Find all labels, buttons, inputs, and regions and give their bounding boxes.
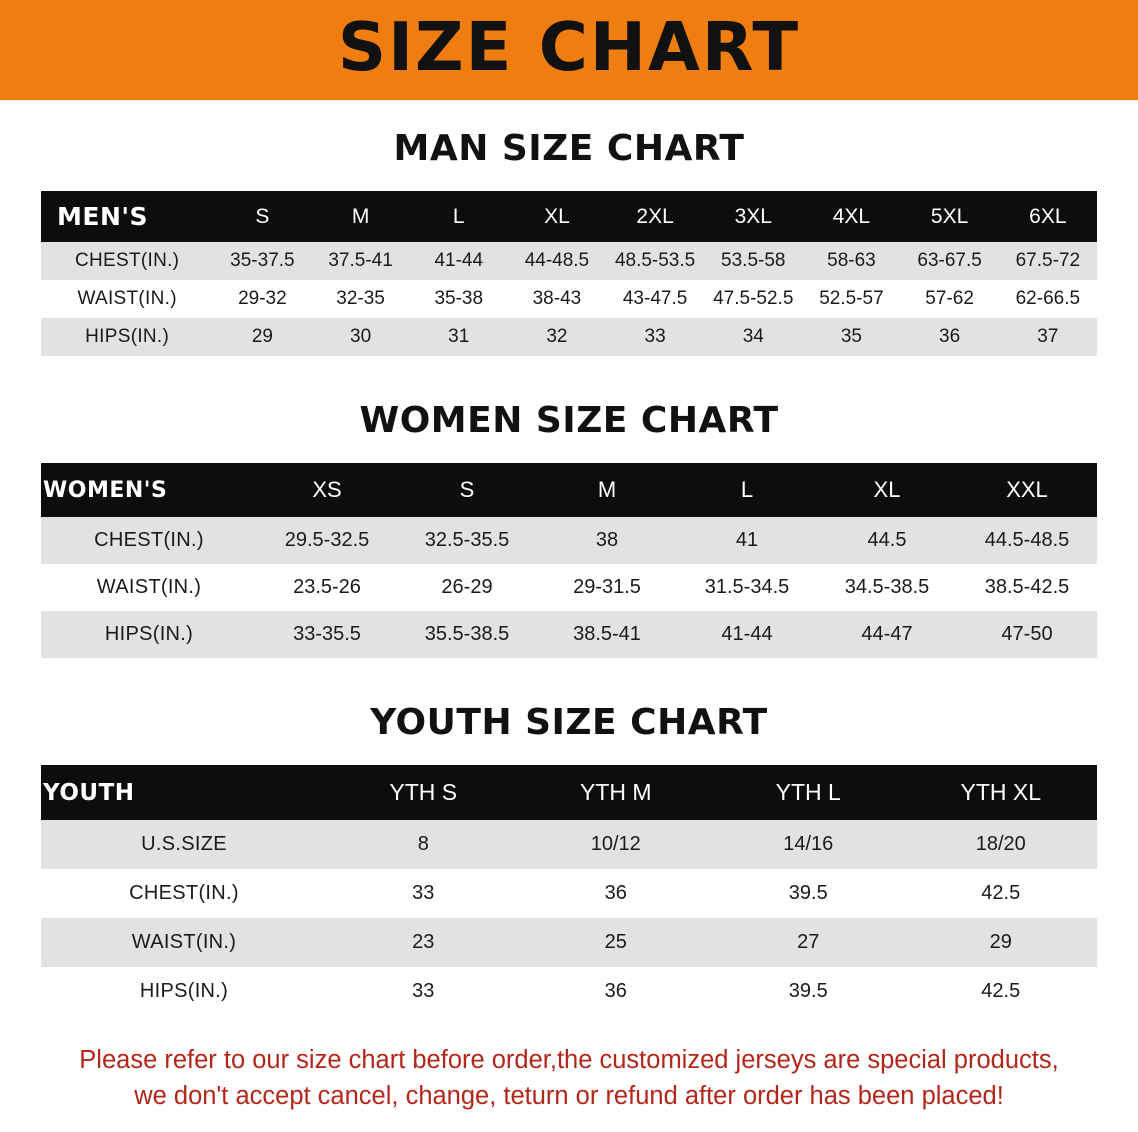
youth-col-header: YTH L [775, 779, 841, 805]
cell: 26-29 [397, 564, 537, 611]
cell: 29-32 [213, 280, 311, 318]
row-label: WAIST(IN.) [41, 918, 327, 967]
table-header-row [41, 765, 1097, 820]
row-label: CHEST(IN.) [41, 517, 257, 564]
disclaimer-line-2: we don't accept cancel, change, teturn or refund after order has been placed! [134, 1082, 1004, 1111]
cell: 67.5-72 [999, 242, 1097, 280]
man-col-header: XL [544, 204, 570, 228]
cell: 53.5-58 [704, 242, 802, 280]
cell: 27 [712, 918, 905, 967]
cell: 29 [905, 918, 1098, 967]
row-label: CHEST(IN.) [41, 242, 213, 280]
row-label: U.S.SIZE [41, 820, 327, 869]
row-label: HIPS(IN.) [41, 967, 327, 1016]
cell: 31.5-34.5 [677, 564, 817, 611]
man-col-header: S [255, 204, 270, 228]
disclaimer-line-1: Please refer to our size chart before order,the customized jerseys are special products, [79, 1046, 1059, 1074]
cell: 38.5-42.5 [957, 564, 1097, 611]
table-row [41, 564, 1097, 611]
women-col-header: L [740, 477, 754, 502]
cell: 14/16 [712, 820, 905, 869]
cell: 39.5 [712, 869, 905, 918]
cell: 29 [213, 318, 311, 356]
cell: 57-62 [901, 280, 999, 318]
cell: 25 [520, 918, 713, 967]
cell: 32-35 [311, 280, 409, 318]
cell: 36 [520, 869, 713, 918]
cell: 42.5 [905, 869, 1098, 918]
cell: 44.5-48.5 [957, 517, 1097, 564]
cell: 62-66.5 [999, 280, 1097, 318]
cell: 39.5 [712, 967, 905, 1016]
row-label: WAIST(IN.) [41, 564, 257, 611]
cell: 38.5-41 [537, 611, 677, 658]
cell: 8 [327, 820, 520, 869]
women-size-table [41, 463, 1097, 658]
row-label: WAIST(IN.) [41, 280, 213, 318]
women-corner-label: WOMEN'S [43, 477, 168, 503]
cell: 63-67.5 [901, 242, 999, 280]
cell: 41-44 [410, 242, 508, 280]
cell: 18/20 [905, 820, 1098, 869]
page-title: SIZE CHART [337, 7, 801, 86]
women-col-header: XS [312, 477, 342, 502]
man-corner-label: MEN'S [57, 202, 149, 231]
women-col-header: M [597, 477, 617, 502]
women-section-heading: WOMEN SIZE CHART [359, 400, 779, 441]
table-row [41, 318, 1097, 356]
cell: 38-43 [508, 280, 606, 318]
youth-section-heading: YOUTH SIZE CHART [370, 702, 768, 743]
disclaimer-note [40, 1042, 1098, 1114]
cell: 37.5-41 [311, 242, 409, 280]
cell: 35-38 [410, 280, 508, 318]
cell: 30 [311, 318, 409, 356]
man-col-header: 6XL [1029, 204, 1067, 228]
cell: 33 [606, 318, 704, 356]
man-size-table-wrapper [41, 191, 1097, 356]
cell: 58-63 [802, 242, 900, 280]
cell: 52.5-57 [802, 280, 900, 318]
women-col-header: XL [873, 477, 901, 502]
cell: 23.5-26 [257, 564, 397, 611]
cell: 10/12 [520, 820, 713, 869]
table-row [41, 517, 1097, 564]
youth-size-table-wrapper [41, 765, 1097, 1016]
table-row [41, 280, 1097, 318]
women-col-header: XXL [1006, 477, 1048, 502]
cell: 33 [327, 869, 520, 918]
table-row [41, 242, 1097, 280]
cell: 32.5-35.5 [397, 517, 537, 564]
cell: 35-37.5 [213, 242, 311, 280]
table-header-row [41, 463, 1097, 517]
cell: 36 [520, 967, 713, 1016]
cell: 48.5-53.5 [606, 242, 704, 280]
table-row [41, 820, 1097, 869]
cell: 42.5 [905, 967, 1098, 1016]
cell: 23 [327, 918, 520, 967]
table-row [41, 869, 1097, 918]
man-size-table [41, 191, 1097, 356]
man-col-header: 5XL [930, 204, 969, 228]
cell: 29-31.5 [537, 564, 677, 611]
table-row [41, 611, 1097, 658]
cell: 35 [802, 318, 900, 356]
man-col-header: 4XL [832, 204, 871, 228]
man-col-header: 2XL [636, 204, 674, 228]
women-col-header: S [459, 477, 475, 502]
table-row [41, 918, 1097, 967]
cell: 29.5-32.5 [257, 517, 397, 564]
youth-col-header: YTH S [389, 779, 458, 805]
cell: 35.5-38.5 [397, 611, 537, 658]
cell: 44-47 [817, 611, 957, 658]
row-label: CHEST(IN.) [41, 869, 327, 918]
youth-col-header: YTH XL [960, 779, 1042, 805]
man-col-header: L [452, 204, 465, 228]
man-col-header: M [351, 204, 370, 228]
women-size-table-wrapper [41, 463, 1097, 658]
man-section-heading: MAN SIZE CHART [393, 128, 745, 169]
cell: 47-50 [957, 611, 1097, 658]
cell: 44.5 [817, 517, 957, 564]
cell: 41 [677, 517, 817, 564]
man-col-header: 3XL [734, 204, 772, 228]
cell: 31 [410, 318, 508, 356]
cell: 43-47.5 [606, 280, 704, 318]
cell: 44-48.5 [508, 242, 606, 280]
cell: 38 [537, 517, 677, 564]
cell: 33-35.5 [257, 611, 397, 658]
cell: 32 [508, 318, 606, 356]
youth-col-header: YTH M [579, 779, 652, 805]
row-label: HIPS(IN.) [41, 318, 213, 356]
table-row [41, 967, 1097, 1016]
cell: 34 [704, 318, 802, 356]
cell: 41-44 [677, 611, 817, 658]
cell: 37 [999, 318, 1097, 356]
banner [0, 0, 1138, 100]
cell: 33 [327, 967, 520, 1016]
youth-corner-label: YOUTH [43, 779, 135, 806]
youth-size-table [41, 765, 1097, 1016]
cell: 47.5-52.5 [704, 280, 802, 318]
row-label: HIPS(IN.) [41, 611, 257, 658]
cell: 36 [901, 318, 999, 356]
table-header-row [41, 191, 1097, 242]
cell: 34.5-38.5 [817, 564, 957, 611]
